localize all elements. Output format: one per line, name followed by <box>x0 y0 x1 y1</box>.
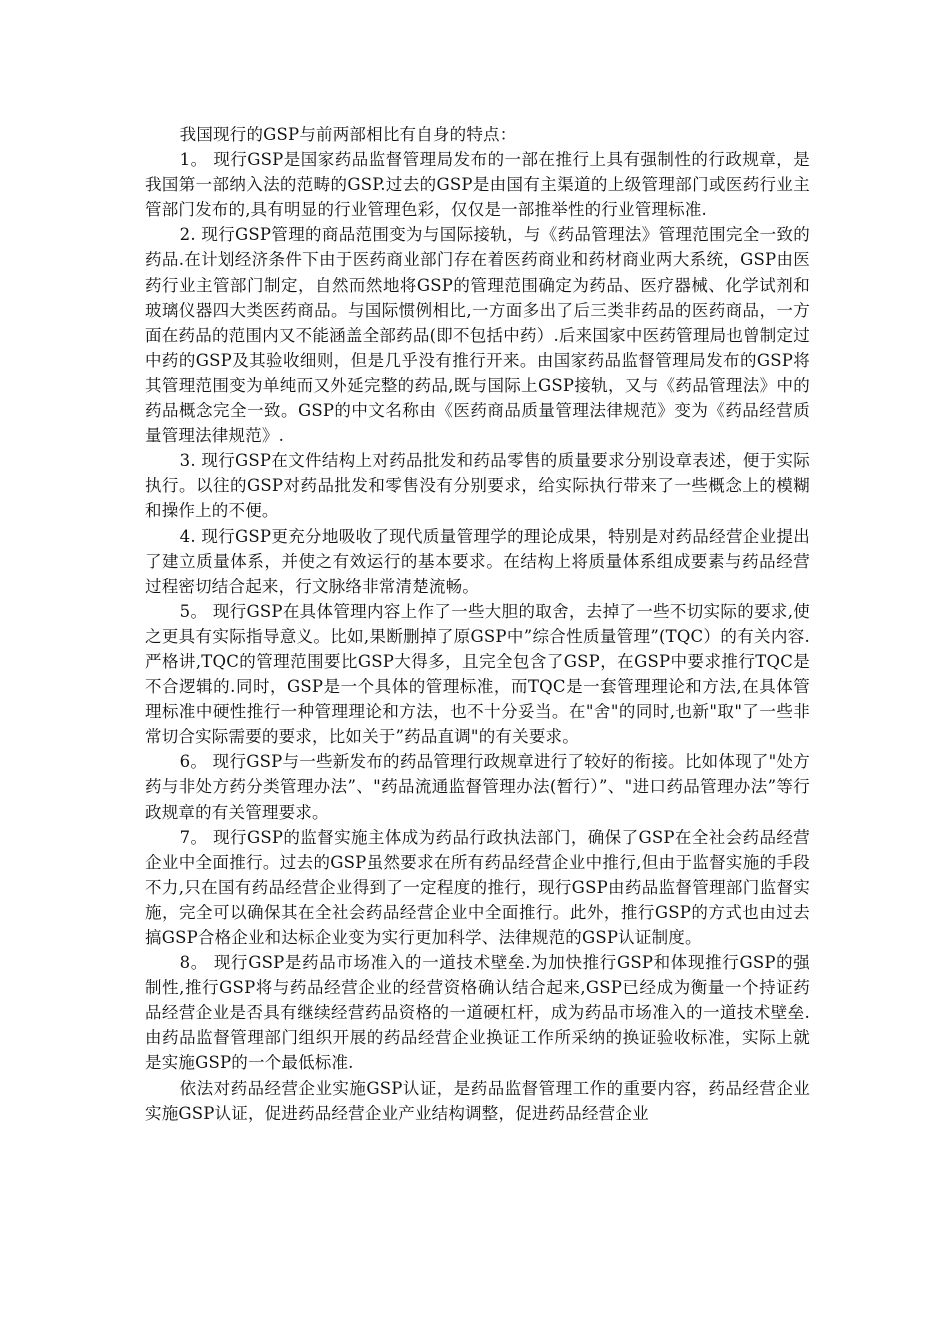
point-5-paragraph: 5。 现行GSP在具体管理内容上作了一些大胆的取舍，去掉了一些不切实际的要求,使之更具有实际指导意义。比如,果断删掉了原GSP中”综合性质量管理”(TQC）的有关内容.严格讲,TQC的管理范围要比GSP大得多，且完全包含了GSP，在GSP中要求推行TQC是不合逻辑的.同时，GSP是一个具体的管理标准，而TQC是一套管理理论和方法,在具体管理标准中硬性推行一种管理理论和方法，也不十分妥当。在"舍"的同时,也新"取"了一些非常切合实际需要的要求，比如关于”药品直调"的有关要求。 <box>145 601 810 747</box>
point-8-paragraph: 8。 现行GSP是药品市场准入的一道技术壁垒.为加快推行GSP和体现推行GSP的强制性,推行GSP将与药品经营企业的经营资格确认结合起来,GSP已经成为衡量一个持证药品经营企业是否具有继续经营药品资格的一道硬杠杆，成为药品市场准入的一道技术壁垒.由药品监督管理部门组织开展的药品经营企业换证工作所采纳的换证验收标准，实际上就是实施GSP的一个最低标准. <box>145 953 810 1073</box>
point-6-paragraph: 6。 现行GSP与一些新发布的药品管理行政规章进行了较好的衔接。比如体现了"处方药与非处方药分类管理办法”、"药品流通监督管理办法(暂行）”、"进口药品管理办法”等行政规章的有关管理要求。 <box>145 752 810 822</box>
closing-paragraph: 依法对药品经营企业实施GSP认证，是药品监督管理工作的重要内容，药品经营企业实施GSP认证，促进药品经营企业产业结构调整，促进药品经营企业 <box>145 1078 810 1123</box>
document-page <box>145 122 810 1126</box>
point-1-paragraph: 1。 现行GSP是国家药品监督管理局发布的一部在推行上具有强制性的行政规章，是我国第一部纳入法的范畴的GSP.过去的GSP是由国有主渠道的上级管理部门或医药行业主管部门发布的,具有明显的行业管理色彩，仅仅是一部推举性的行业管理标准. <box>145 150 810 220</box>
point-4-paragraph: 4. 现行GSP更充分地吸收了现代质量管理学的理论成果，特别是对药品经营企业提出了建立质量体系，并使之有效运行的基本要求。在结构上将质量体系组成要素与药品经营过程密切结合起来，行文脉络非常清楚流畅。 <box>145 526 810 596</box>
point-7-paragraph: 7。 现行GSP的监督实施主体成为药品行政执法部门，确保了GSP在全社会药品经营企业中全面推行。过去的GSP虽然要求在所有药品经营企业中推行,但由于监督实施的手段不力,只在国有药品经营企业得到了一定程度的推行，现行GSP由药品监督管理部门监督实施，完全可以确保其在全社会药品经营企业中全面推行。此外，推行GSP的方式也由过去搞GSP合格企业和达标企业变为实行更加科学、法律规范的GSP认证制度。 <box>145 827 810 947</box>
intro-paragraph: 我国现行的GSP与前两部相比有自身的特点： <box>179 125 517 144</box>
point-3-paragraph: 3. 现行GSP在文件结构上对药品批发和药品零售的质量要求分别设章表述，便于实际执行。以往的GSP对药品批发和零售没有分别要求，给实际执行带来了一些概念上的模糊和操作上的不便。 <box>145 451 810 521</box>
point-2-paragraph: 2. 现行GSP管理的商品范围变为与国际接轨，与《药品管理法》管理范围完全一致的药品.在计划经济条件下由于医药商业部门存在着医药商业和药材商业两大系统，GSP由医药行业主管部门制定，自然而然地将GSP的管理范围确定为药品、医疗器械、化学试剂和玻璃仪器四大类医药商品。与国际惯例相比,一方面多出了后三类非药品的医药商品，一方面在药品的范围内又不能涵盖全部药品(即不包括中药）.后来国家中医药管理局也曾制定过中药的GSP及其验收细则，但是几乎没有推行开来。由国家药品监督管理局发布的GSP将其管理范围变为单纯而又外延完整的药品,既与国际上GSP接轨，又与《药品管理法》中的药品概念完全一致。GSP的中文名称由《医药商品质量管理法律规范》变为《药品经营质量管理法律规范》. <box>145 225 810 446</box>
